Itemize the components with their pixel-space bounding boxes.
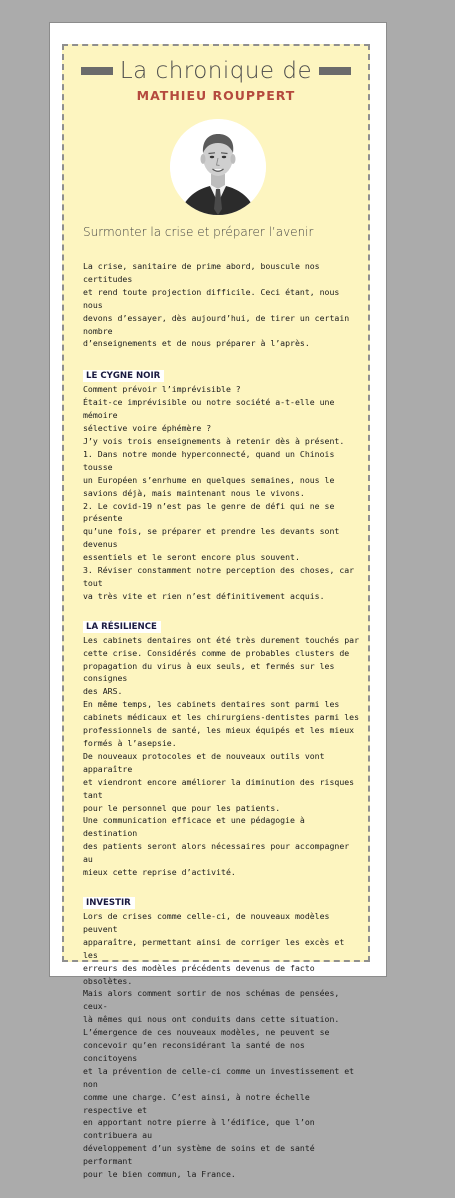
section-heading: LE CYGNE NOIR [83,370,164,382]
section-text: Les cabinets dentaires ont été très durement touchés par cette crise. Considérés comme de probables clusters de propagation du virus à eux seuls, et fermés sur les consignes des ARS. En même temps, les cabinets dentaires sont parmi les cabinets médicaux et les chirurgiens-dentistes parmi les professionnels de santé, les mieux équipés et les mieux formés à l’asepsie. De nouveaux protocoles et de nouveaux outils vont apparaître et viendront encore améliorer la diminution des risques tant pour le personnel que pour les patients. Une communication efficace et une pédagogie à destination des patients seront alors nécessaires pour accompagner au mieux cette reprise d’activité. [83,634,360,878]
author-name: MATHIEU ROUPPERT [136,88,296,103]
title-left-bar [81,67,113,75]
chronicle-title: La chronique de [119,58,313,84]
section-text: Lors de crises comme celle-ci, de nouveaux modèles peuvent apparaître, permettant ainsi de corriger les excès et les erreurs des modèles précédents devenus de facto obsolètes. Mais alors comment sortir de nos schémas de pensées, ceux- là mêmes qui nous ont conduits dans cette situation. L’émergence de ces nouveaux modèles, ne peuvent se concevoir qu’en reconsidérant la santé de nos concitoyens et la prévention de celle-ci comme un investissement et non comme une charge. C’est ainsi, à notre échelle respective et en apportant notre pierre à l’édifice, que l’on contribuera au développement d’un système de soins et de santé performant pour le bien commun, la France. [83,910,355,1180]
section-text: Comment prévoir l’imprévisible ? Était-ce imprévisible ou notre société a-t-elle une mémoire sélective voire éphémère ? J’y vois trois enseignements à retenir dès à présent. 1. Dans notre monde hyperconnecté, quand un Chinois tousse un Européen s’enrhume en quelques semaines, nous le savions déjà, mais maintenant nous le vivons. 2. Le covid-19 n’est pas le genre de défi qui ne se présente qu’une fois, se préparer et prendre les devants sont devenus essentiels et le seront encore plus souvent. 3. Réviser constamment notre perception des choses, car tout va très vite et rien n’est définitivement acquis. [83,384,355,601]
section-investir [83,896,363,1181]
section-heading: INVESTIR [83,897,135,909]
section-heading: LA RÉSILIENCE [83,621,161,633]
section-resilience [83,620,363,879]
section-cygne-noir [83,369,363,602]
portrait-illustration [170,119,266,215]
document-page [49,22,387,1180]
title-row [64,57,368,85]
article-body [83,260,363,1198]
chronicle-panel [62,44,370,1180]
intro-paragraph: La crise, sanitaire de prime abord, bouscule nos certitudes et rend toute projection difficile. Ceci étant, nous nous devons d’essayer, dès aujourd’hui, de tirer un certain nombre d’enseignements et de nous préparer à l’après. [83,261,350,349]
chronicle-subtitle: Surmonter la crise et préparer l’avenir [83,225,314,239]
author-portrait-icon [170,119,266,215]
title-right-bar [319,67,351,75]
